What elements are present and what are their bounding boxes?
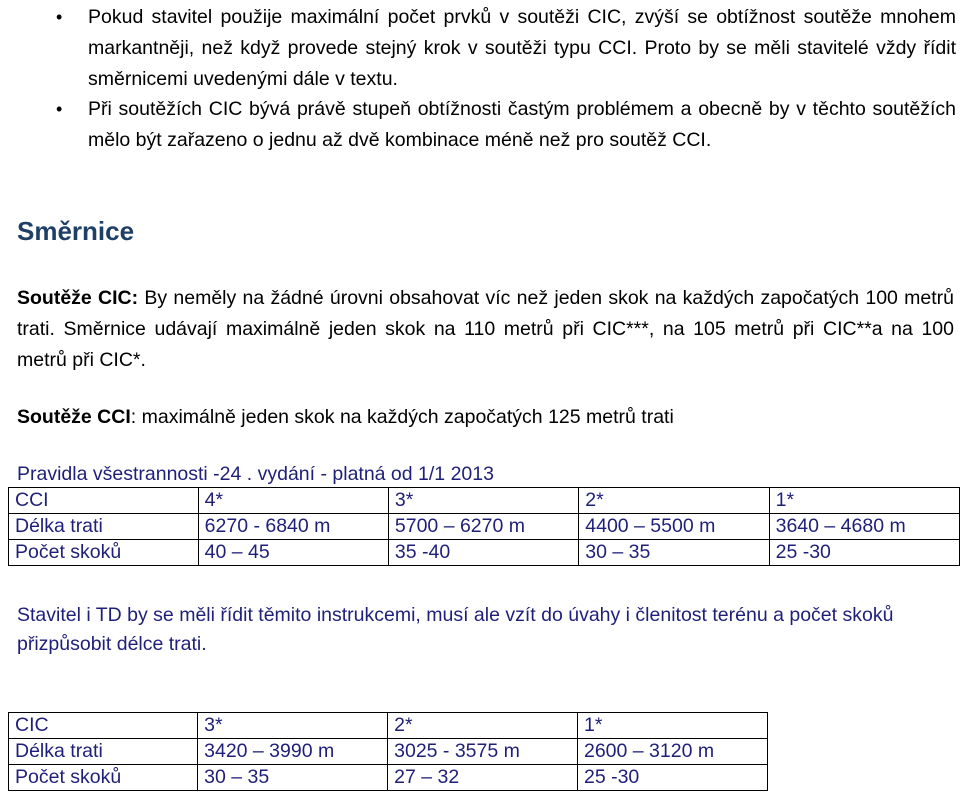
- cic-text: By neměly na žádné úrovni obsahovat víc než jeden skok na každých započatých 100 metrů trati. Směrnice udávají maximálně jeden skok na 110 metrů při CIC***, na 105 metrů při CIC**a na 100 metrů při CIC*.: [17, 287, 954, 371]
- cci-paragraph: [17, 402, 954, 433]
- cic-paragraph: [17, 283, 954, 376]
- builder-note: Stavitel i TD by se měli řídit těmito instrukcemi, musí ale vzít do úvahy i členitost terénu a počet skoků přizpůsobit délce trati.: [17, 604, 894, 655]
- table-cell: 5700 – 6270 m: [388, 514, 578, 540]
- table-cell: 3640 – 4680 m: [769, 514, 959, 540]
- table-cell: Počet skoků: [9, 765, 198, 791]
- table-cell: 25 -30: [577, 765, 767, 791]
- bullet-text: Při soutěžích CIC bývá právě stupeň obtížnosti častým problémem a obecně by v těchto soutěžích mělo být zařazeno o jednu až dvě kombinace méně než pro soutěž CCI.: [88, 98, 956, 151]
- table-cell: 27 – 32: [388, 765, 578, 791]
- bullet-item: [56, 2, 956, 95]
- table-row: [9, 739, 768, 765]
- bullet-item: [56, 94, 956, 156]
- cic-table: [8, 712, 768, 791]
- table-cell: 1*: [769, 488, 959, 514]
- cic-label: Soutěže CIC:: [17, 287, 139, 309]
- table-cell: 6270 - 6840 m: [198, 514, 388, 540]
- table-row: [9, 713, 768, 739]
- table-cell: 25 -30: [769, 540, 959, 566]
- table-row: [9, 540, 960, 566]
- table-cell: 4*: [198, 488, 388, 514]
- table-cell: 3*: [198, 713, 388, 739]
- table-cell: 30 – 35: [579, 540, 769, 566]
- table-cell: Délka trati: [9, 739, 198, 765]
- table-cell: 3025 - 3575 m: [388, 739, 578, 765]
- table-cell: 2600 – 3120 m: [577, 739, 767, 765]
- table-cell: Délka trati: [9, 514, 199, 540]
- table-cell: 4400 – 5500 m: [579, 514, 769, 540]
- table-cell: CIC: [9, 713, 198, 739]
- table-cell: 35 -40: [388, 540, 578, 566]
- table-cell: 2*: [388, 713, 578, 739]
- table-cell: 2*: [579, 488, 769, 514]
- section-heading: Směrnice: [17, 216, 135, 246]
- bullet-dot-icon: •: [56, 7, 63, 27]
- cci-text: : maximálně jeden skok na každých započatých 125 metrů trati: [130, 406, 674, 428]
- table-cell: 3420 – 3990 m: [198, 739, 388, 765]
- cci-table: [8, 487, 960, 566]
- rules-caption: Pravidla všestrannosti -24 . vydání - platná od 1/1 2013: [17, 463, 494, 485]
- table-cell: 3*: [388, 488, 578, 514]
- bullet-dot-icon: •: [56, 99, 63, 119]
- table-cell: 1*: [577, 713, 767, 739]
- table-cell: CCI: [9, 488, 199, 514]
- table-row: [9, 765, 768, 791]
- table-row: [9, 488, 960, 514]
- cci-label: Soutěže CCI: [17, 406, 131, 428]
- table-cell: 30 – 35: [198, 765, 388, 791]
- table-cell: Počet skoků: [9, 540, 199, 566]
- table-cell: 40 – 45: [198, 540, 388, 566]
- bullet-text: Pokud stavitel použije maximální počet prvků v soutěži CIC, zvýší se obtížnost soutěže mnohem markantněji, než když provede stejný krok v soutěži typu CCI. Proto by se měli stavitelé vždy řídit směrnicemi uvedenými dále v textu.: [88, 6, 956, 90]
- table-row: [9, 514, 960, 540]
